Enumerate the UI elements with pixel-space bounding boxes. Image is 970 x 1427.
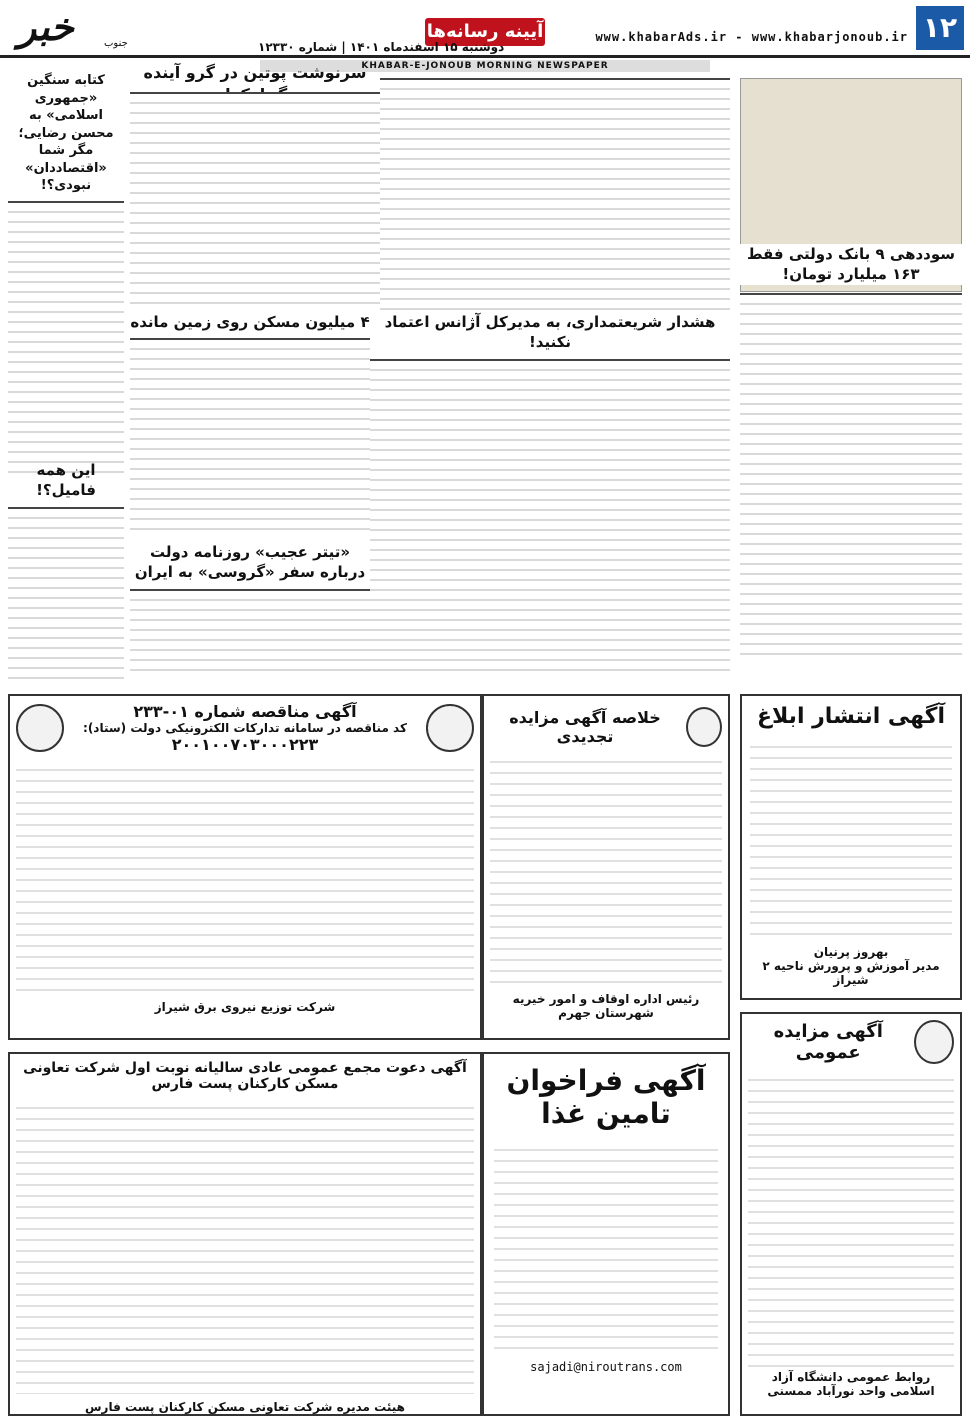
ad-body <box>750 737 952 937</box>
ad-body <box>16 1098 474 1394</box>
ad-body <box>16 760 474 1000</box>
power-tender-ad <box>8 694 482 1040</box>
article-headline: سوددهی ۹ بانک دولتی فقط ۱۶۳ میلیارد تومان! <box>740 244 962 285</box>
article-body <box>130 338 370 532</box>
shariatmadari-article <box>370 312 730 678</box>
contact-email: sajadi@niroutrans.com <box>530 1360 682 1374</box>
site-urls: www.khabarAds.ir - www.khabarjonoub.ir <box>595 30 908 44</box>
article-headline: ۴ میلیون مسکن روی زمین مانده <box>130 313 370 331</box>
ad-signature: رئیس اداره اوقاف و امور خیریه شهرستان جهرم <box>512 992 700 1020</box>
power-company-logo <box>426 704 474 752</box>
ad-body <box>494 1140 718 1350</box>
article-headline: سرنوشت پوتین در گرو آینده <box>143 63 367 82</box>
banks-article <box>740 236 962 676</box>
article-body <box>130 589 370 679</box>
tender-code: ۲۰۰۱۰۰۷۰۳۰۰۰۲۲۳ <box>171 735 319 754</box>
awqaf-logo <box>686 707 722 747</box>
ad-header <box>748 1020 954 1064</box>
ad-title: آگهی انتشار ابلاغ <box>756 704 946 729</box>
article-body <box>130 92 380 310</box>
dateline: دوشنبه ۱۵ اسفندماه ۱۴۰۱ | شماره ۱۲۳۳۰ <box>258 40 505 54</box>
notice-ad <box>740 694 962 1000</box>
article-headline: کتابه سنگین «جمهوری اسلامی» به محسن رضایی؛ مگر شما «اقتصاددان» نبودی؟! <box>18 73 114 194</box>
university-logo <box>914 1020 954 1064</box>
ad-header-text <box>64 702 426 754</box>
masthead <box>0 0 970 58</box>
article-body <box>370 359 730 679</box>
ad-org: شرکت توزیع نیروی برق شیراز <box>154 1000 336 1014</box>
ad-header <box>16 702 474 754</box>
ad-body <box>748 1070 954 1370</box>
ad-body <box>490 752 722 992</box>
article-headline: هشدار شریعتمداری، به مدیرکل آژانس اعتماد نکنید! <box>384 313 716 352</box>
ad-subtitle: کد مناقصه در سامانه تدارکات الکترونیکی دولت (ستاد): <box>83 721 407 735</box>
assembly-invitation-ad <box>8 1052 482 1416</box>
ad-org: هیئت مدیره شرکت تعاونی مسکن کارکنان پست فارس <box>84 1400 405 1414</box>
logo-sub: جنوب <box>104 38 128 49</box>
ad-title: آگهی مناقصه شماره ۰۱-۲۳۳ <box>133 702 357 721</box>
family-article <box>8 460 124 676</box>
page-number: ۱۲ <box>916 6 964 50</box>
ad-org: مدیر آموزش و پرورش ناحیه ۲ شیراز <box>762 959 940 987</box>
housing-article <box>130 312 370 542</box>
article-body <box>8 507 124 687</box>
ad-title-1: آگهی فراخوان <box>506 1064 706 1097</box>
economy-article <box>8 72 124 462</box>
ad-title: آگهی مزایده عمومی <box>773 1021 883 1063</box>
putin-continued <box>130 92 380 310</box>
ad-org: روابط عمومی دانشگاه آزاد اسلامی واحد نورآباد ممسنی <box>767 1370 935 1398</box>
ad-title: خلاصه آگهی مزایده تجدیدی <box>509 708 661 746</box>
article-headline: این همه فامیل؟! <box>36 461 96 500</box>
putin-article <box>380 78 730 310</box>
article-headline: «تیتر عجیب» روزنامه دولت درباره سفر «گروسی» به ایران <box>134 543 366 582</box>
logo-text: خبر <box>18 4 74 49</box>
section-title: آیینه رسانه‌ها <box>425 18 545 46</box>
newspaper-logo <box>8 4 128 54</box>
article-body <box>380 78 730 310</box>
article-body <box>8 201 124 481</box>
grossi-article <box>130 542 370 678</box>
article-body <box>740 293 962 663</box>
university-auction-ad <box>740 1012 962 1416</box>
ad-signature: بهروز پرنیان <box>813 945 889 959</box>
ad-header <box>490 702 722 752</box>
certification-logo <box>16 704 64 752</box>
tagline: KHABAR-E-JONOUB MORNING NEWSPAPER <box>260 60 710 72</box>
ad-title: آگهی دعوت مجمع عمومی عادی سالیانه نوبت اول شرکت تعاونی مسکن کارکنان پست فارس <box>23 1060 467 1092</box>
awqaf-auction-ad <box>482 694 730 1040</box>
food-tender-ad <box>482 1052 730 1416</box>
ad-title-2: تامین غذا <box>541 1097 671 1130</box>
